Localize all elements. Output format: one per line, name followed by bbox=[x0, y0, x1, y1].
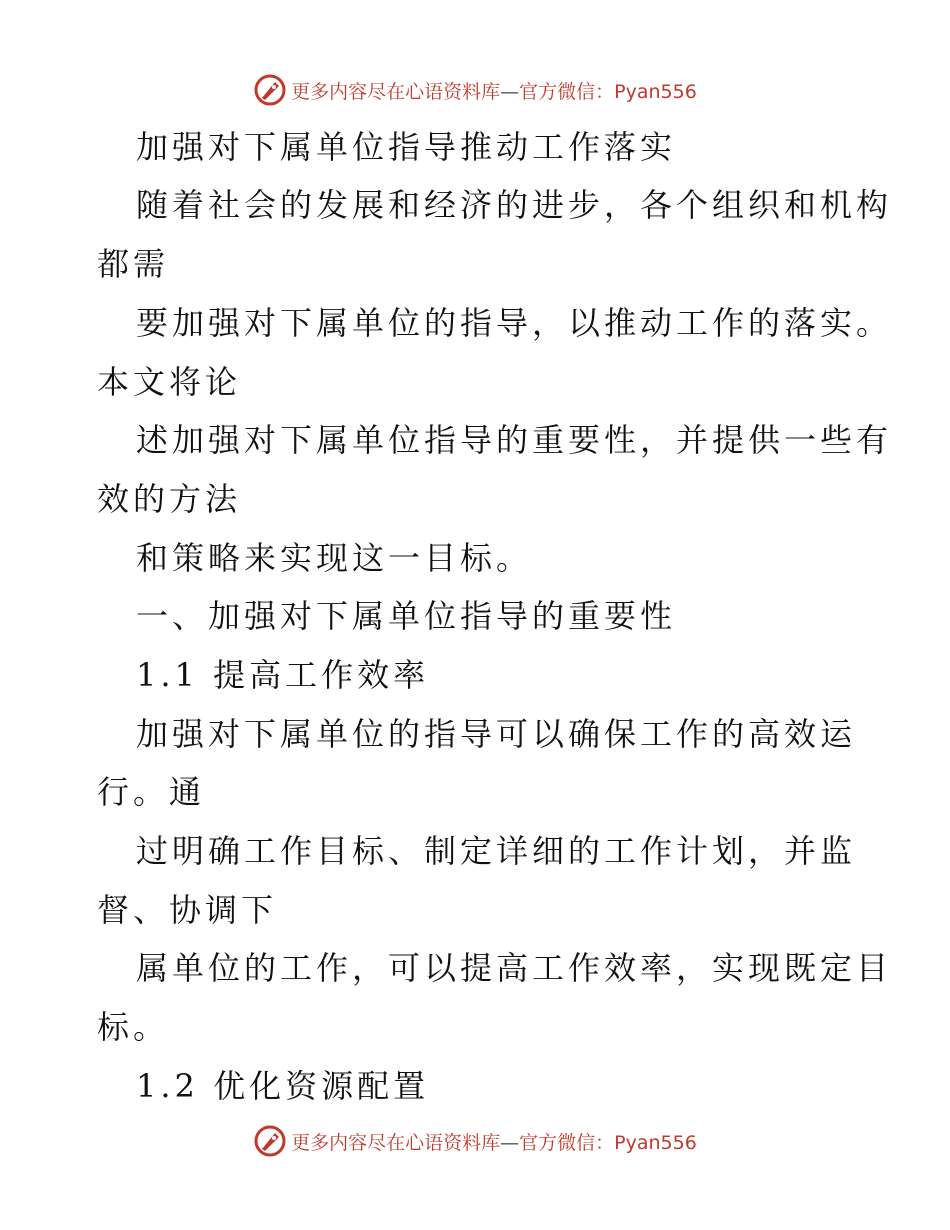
banner-wechat: 官方微信：Pyan556 bbox=[519, 1131, 697, 1154]
paragraph-line: 要加强对下属单位的指导，以推动工作的落实。 bbox=[136, 304, 893, 342]
banner-separator: — bbox=[500, 1131, 520, 1154]
paragraph-line: 和策略来实现这一目标。 bbox=[136, 539, 533, 577]
header-banner bbox=[0, 72, 950, 108]
banner-title: 更多内容尽在心语资料库 bbox=[291, 1131, 501, 1154]
section-heading: 一、加强对下属单位指导的重要性 bbox=[136, 597, 677, 635]
subsection-heading: 1.2 优化资源配置 bbox=[136, 1067, 430, 1105]
fountain-pen-logo-icon bbox=[253, 1124, 287, 1158]
banner-separator: — bbox=[500, 80, 520, 103]
footer-banner bbox=[0, 1123, 950, 1159]
paragraph-line: 行。通 bbox=[97, 773, 206, 811]
paragraph-line: 督、协调下 bbox=[97, 891, 278, 929]
paragraph-line: 都需 bbox=[97, 245, 170, 283]
document-title: 加强对下属单位指导推动工作落实 bbox=[136, 128, 677, 166]
paragraph-line: 加强对下属单位的指导可以确保工作的高效运 bbox=[136, 715, 857, 753]
paragraph-line: 标。 bbox=[97, 1008, 170, 1046]
paragraph-line: 属单位的工作，可以提高工作效率，实现既定目 bbox=[136, 949, 893, 987]
paragraph-line: 效的方法 bbox=[97, 480, 242, 518]
paragraph-line: 述加强对下属单位指导的重要性，并提供一些有 bbox=[136, 421, 893, 459]
paragraph-line: 过明确工作目标、制定详细的工作计划，并监 bbox=[136, 832, 857, 870]
subsection-heading: 1.1 提高工作效率 bbox=[136, 656, 430, 694]
banner-wechat: 官方微信：Pyan556 bbox=[519, 80, 697, 103]
paragraph-line: 随着社会的发展和经济的进步，各个组织和机构 bbox=[136, 186, 893, 224]
banner-title: 更多内容尽在心语资料库 bbox=[291, 80, 501, 103]
fountain-pen-logo-icon bbox=[253, 73, 287, 107]
paragraph-line: 本文将论 bbox=[97, 363, 242, 401]
